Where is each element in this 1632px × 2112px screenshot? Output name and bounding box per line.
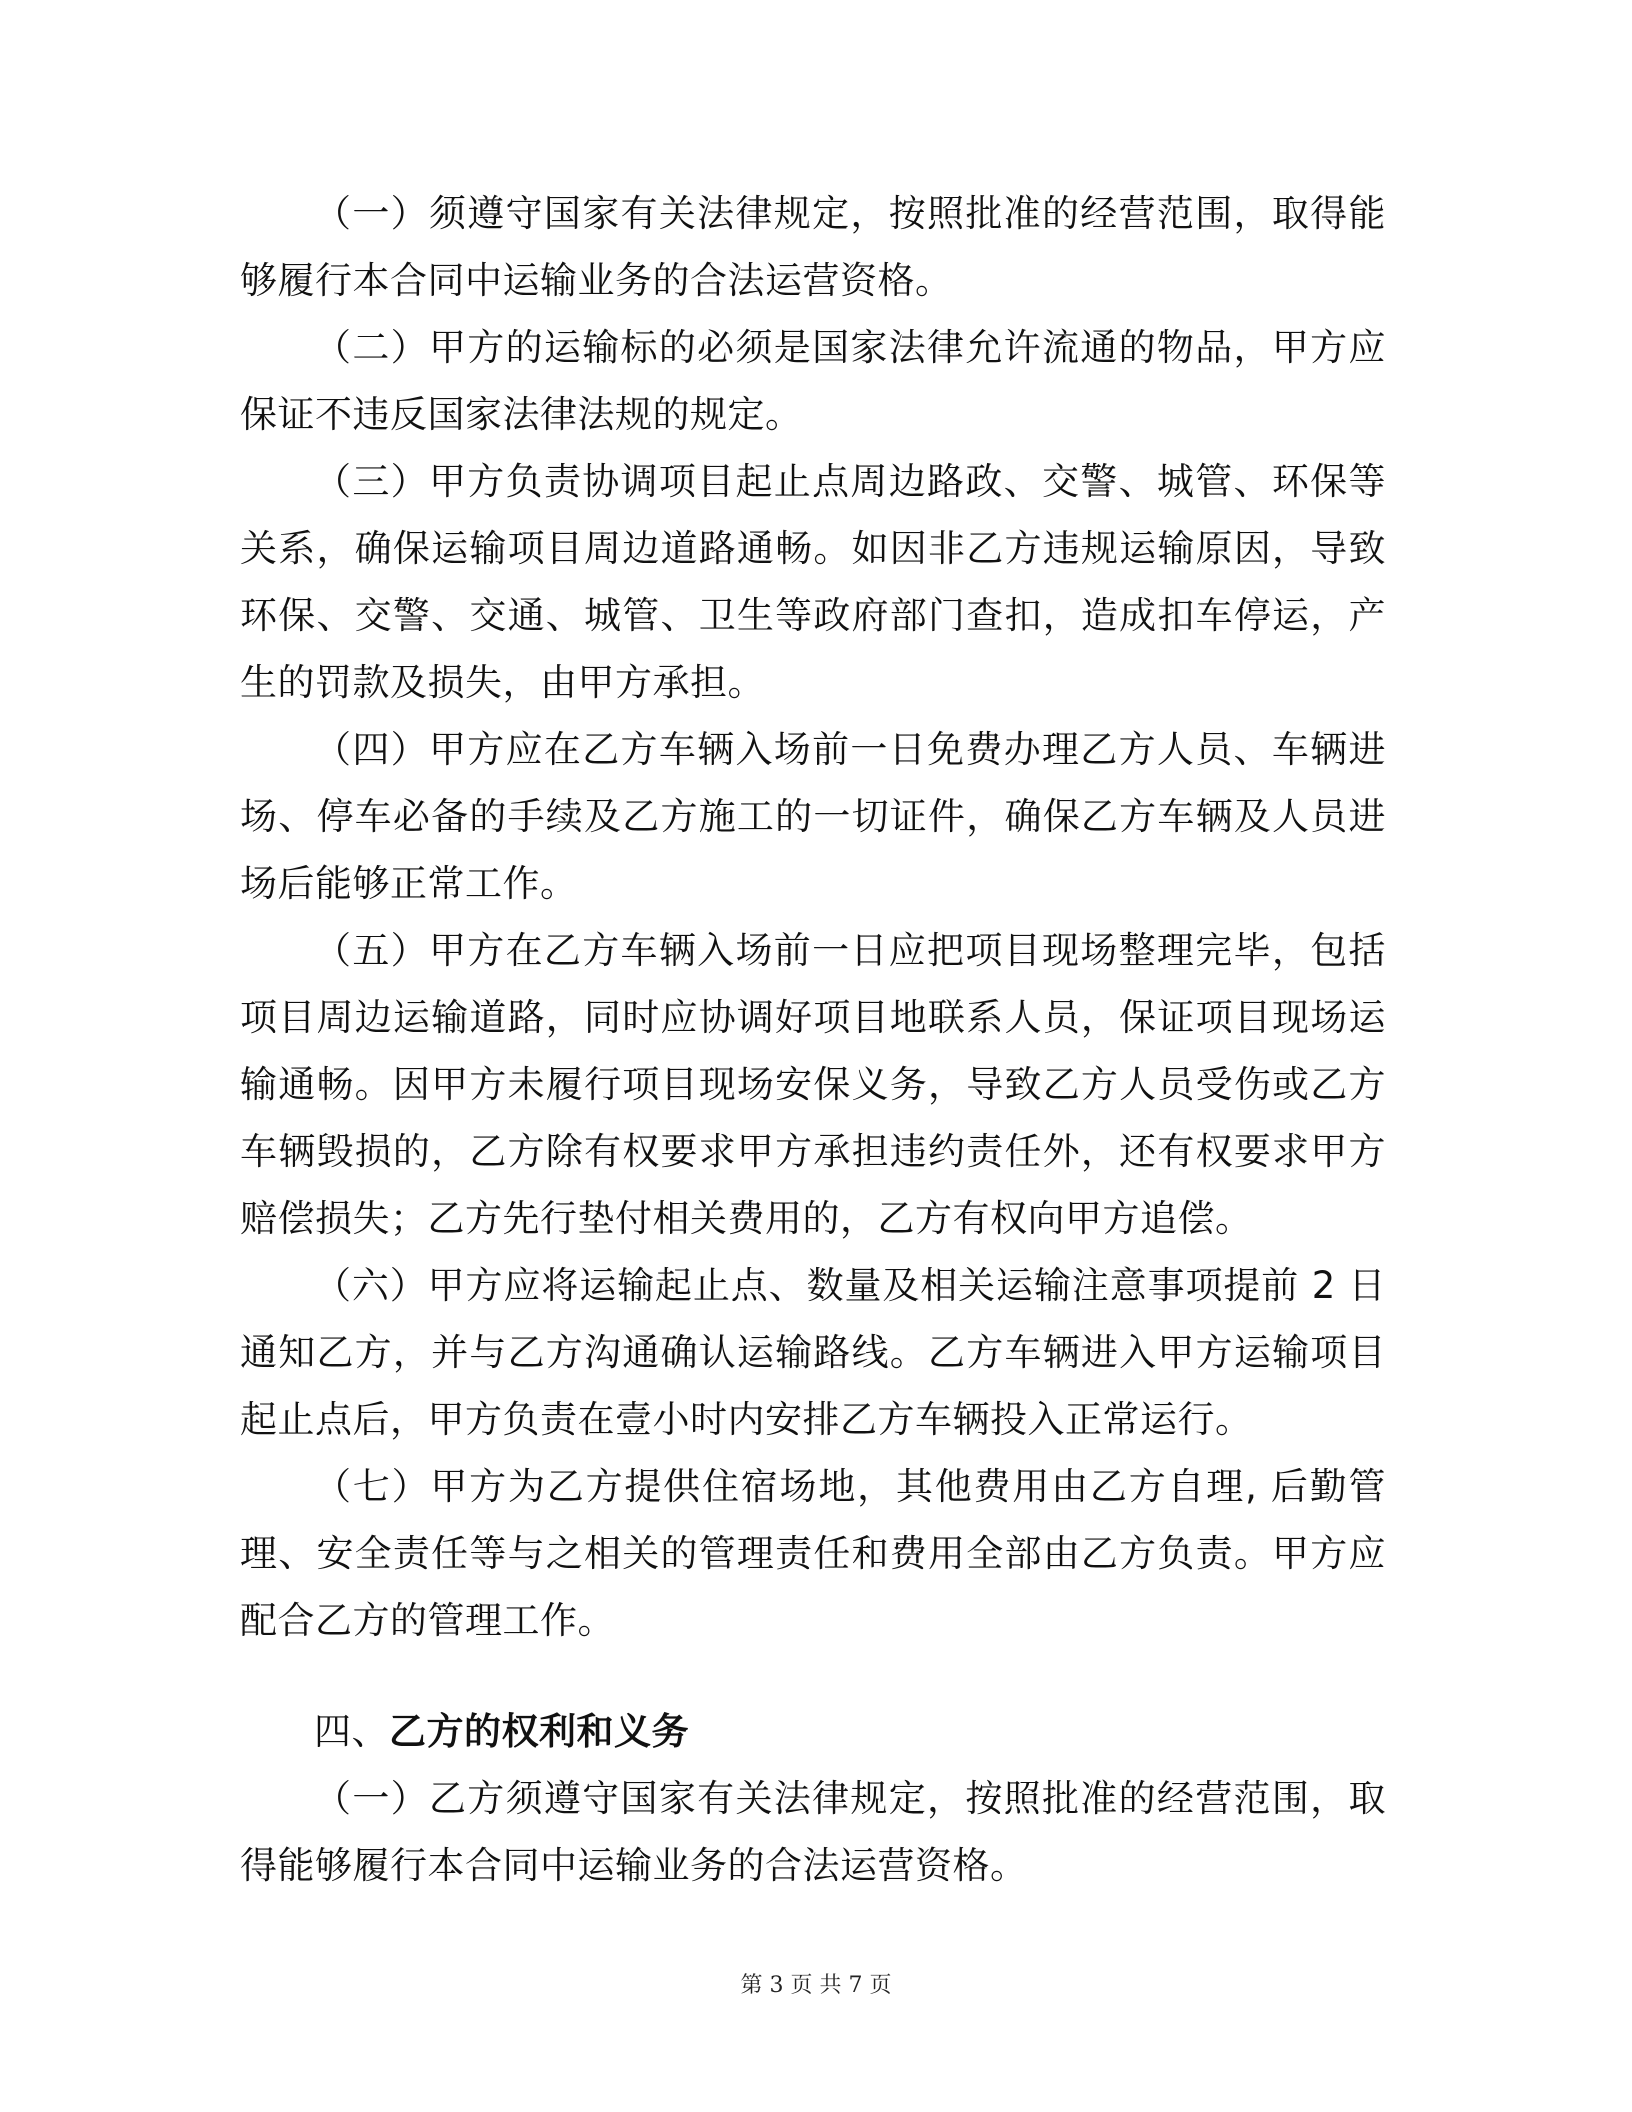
paragraph-3: （三）甲方负责协调项目起止点周边路政、交警、城管、环保等关系，确保运输项目周边道路通畅。如因非乙方违规运输原因，导致环保、交警、交通、城管、卫生等政府部门查扣，造成扣车停运，产生的罚款及损失，由甲方承担。 bbox=[240, 460, 1386, 704]
paragraph-6: （六）甲方应将运输起止点、数量及相关运输注意事项提前 2 日通知乙方，并与乙方沟通确认运输路线。乙方车辆进入甲方运输项目起止点后，甲方负责在壹小时内安排乙方车辆投入正常运行。 bbox=[240, 1264, 1386, 1441]
section-number: 四、 bbox=[314, 1710, 389, 1753]
paragraph-7: （七）甲方为乙方提供住宿场地，其他费用由乙方自理, 后勤管理、安全责任等与之相关的管理责任和费用全部由乙方负责。甲方应配合乙方的管理工作。 bbox=[240, 1465, 1386, 1642]
document-body bbox=[240, 180, 1386, 1899]
paragraph-4: （四）甲方应在乙方车辆入场前一日免费办理乙方人员、车辆进场、停车必备的手续及乙方施工的一切证件，确保乙方车辆及人员进场后能够正常工作。 bbox=[240, 728, 1386, 905]
section-heading bbox=[240, 1698, 1386, 1765]
section-title: 乙方的权利和义务 bbox=[389, 1710, 689, 1753]
paragraph-5: （五）甲方在乙方车辆入场前一日应把项目现场整理完毕，包括项目周边运输道路，同时应协调好项目地联系人员，保证项目现场运输通畅。因甲方未履行项目现场安保义务，导致乙方人员受伤或乙方车辆毁损的，乙方除有权要求甲方承担违约责任外，还有权要求甲方赔偿损失；乙方先行垫付相关费用的，乙方有权向甲方追偿。 bbox=[240, 929, 1386, 1240]
paragraph-2: （二）甲方的运输标的必须是国家法律允许流通的物品，甲方应保证不违反国家法律法规的规定。 bbox=[240, 326, 1386, 436]
paragraph-8: （一）乙方须遵守国家有关法律规定，按照批准的经营范围，取得能够履行本合同中运输业务的合法运营资格。 bbox=[240, 1777, 1386, 1887]
paragraph-1: （一）须遵守国家有关法律规定，按照批准的经营范围，取得能够履行本合同中运输业务的合法运营资格。 bbox=[240, 192, 1386, 302]
page-footer: 第 3 页 共 7 页 bbox=[740, 1973, 892, 1998]
